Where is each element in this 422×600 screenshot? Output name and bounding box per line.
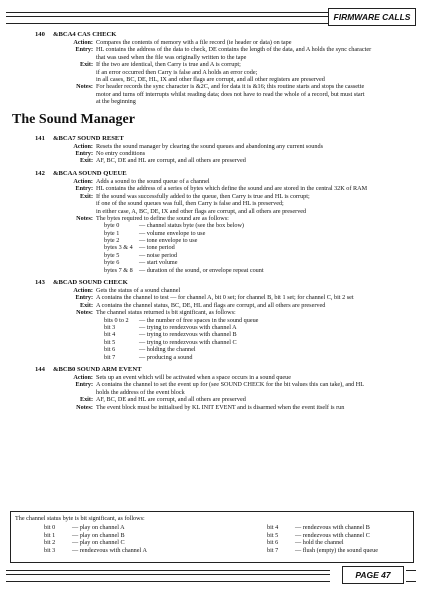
row-label: Entry: (75, 150, 93, 158)
call-entry (0, 365, 422, 411)
box-key: bit 1 (44, 531, 56, 539)
page-header (6, 8, 416, 26)
entry-row (0, 157, 422, 164)
box-key: bit 5 (267, 531, 279, 539)
entry-title (0, 30, 422, 39)
list-key: bytes 7 & 8 (104, 266, 133, 274)
entry-title (0, 134, 422, 143)
row-label: Notes: (76, 214, 93, 222)
row-text: in either case, A, BC, DE, IX and other flags are corrupt, and all others are preserved (96, 207, 307, 215)
list-key: bit 3 (104, 324, 116, 332)
entry-row (0, 309, 422, 316)
box-line (44, 532, 147, 540)
list-item (0, 252, 422, 259)
list-desc: — trying to rendezvous with channel A (139, 324, 237, 332)
row-label: Action: (73, 287, 93, 295)
row-label: Action: (73, 374, 93, 382)
box-line (267, 524, 378, 532)
list-item (0, 267, 422, 274)
list-item (0, 324, 422, 331)
row-text: A contains the channel to set the event up for (see SOUND CHECK for the bit values this can take), and HL (96, 381, 365, 389)
list-desc: — trying to rendezvous with channel C (139, 338, 237, 346)
list-key: byte 5 (104, 251, 120, 259)
page-content (0, 30, 422, 415)
row-text: For header records the sync character is &2C, and for data it is &16; this routine starts and stops the cassette (96, 83, 365, 91)
row-text: if an error occurred then Carry is false and A holds an error code; (96, 68, 258, 76)
footer-rule (6, 570, 330, 582)
box-desc: — rendezvous with channel C (295, 531, 370, 539)
list-item (0, 259, 422, 266)
entry-number: 143 (35, 279, 45, 287)
list-desc: — tone envelope to use (139, 237, 198, 245)
page-footer (6, 566, 416, 584)
list-key: byte 2 (104, 237, 120, 245)
list-key: bytes 3 & 4 (104, 244, 133, 252)
box-key: bit 3 (44, 546, 56, 554)
entry-row (0, 150, 422, 157)
list-key: byte 6 (104, 259, 120, 267)
entry-number: 140 (35, 31, 45, 38)
entry-row (0, 54, 422, 61)
box-line (44, 547, 147, 555)
entry-row (0, 91, 422, 98)
row-text: A contains the channel to test — for channel A, bit 0 set; for channel B, bit 1 set; for channel C, bit 2 set (96, 294, 354, 302)
header-title: FIRMWARE CALLS (328, 8, 416, 26)
row-text: The channel status returned is bit significant, as follows: (96, 309, 236, 317)
call-entry (0, 278, 422, 361)
call-entry (0, 169, 422, 274)
box-key: bit 0 (44, 524, 56, 531)
list-desc: — tone period (139, 244, 175, 252)
entry-row (0, 46, 422, 53)
entry-code: &BCAD SOUND CHECK (53, 279, 128, 287)
list-desc: — holding the channel (139, 346, 196, 354)
box-line (267, 539, 378, 547)
box-desc: — flush (empty) the sound queue (295, 546, 378, 554)
entry-row (0, 404, 422, 411)
list-key: byte 0 (104, 222, 120, 230)
box-desc: — rendezvous with channel B (295, 524, 370, 531)
entry-row (0, 69, 422, 76)
row-text: in all cases, BC, DE, HL, IX and other flags are corrupt, and all other registers are preserved (96, 76, 325, 84)
row-label: Exit: (79, 396, 93, 404)
row-label: Entry: (75, 381, 93, 389)
row-text: If the sound was successfully added to the queue, then Carry is true and HL is corrupt; (96, 192, 310, 200)
row-label: Entry: (75, 46, 93, 54)
entry-row (0, 76, 422, 83)
entry-row (0, 381, 422, 388)
entry-number: 144 (35, 366, 45, 374)
row-label: Exit: (79, 192, 93, 200)
entry-row (0, 61, 422, 68)
entry-row (0, 98, 422, 105)
row-label: Notes: (76, 403, 93, 411)
row-label: Action: (73, 177, 93, 185)
row-text: The bytes required to define the sound are as follows: (96, 214, 229, 222)
entry-number: 142 (35, 169, 45, 177)
entry-code: &BCA4 CAS CHECK (53, 31, 117, 38)
entry-row (0, 389, 422, 396)
list-item (0, 331, 422, 338)
row-text: If the two are identical, then Carry is true and A is corrupt; (96, 61, 241, 69)
header-rule (6, 12, 328, 24)
row-text: Compares the contents of memory with a file record (ie header or data) on tape (96, 39, 292, 46)
row-label: Exit: (79, 61, 93, 69)
box-intro: The channel status byte is bit significant, as follows: (15, 515, 145, 522)
row-text: that was used when the file was originally written to the tape (96, 53, 247, 61)
row-label: Notes: (76, 83, 93, 91)
entry-row (0, 294, 422, 301)
list-item (0, 354, 422, 361)
channel-status-box (10, 511, 414, 563)
row-text: Adds a sound to the sound queue of a channel (96, 177, 210, 185)
list-key: bit 5 (104, 338, 116, 346)
entry-row (0, 178, 422, 185)
box-line (44, 524, 147, 532)
box-key: bit 2 (44, 539, 56, 546)
list-item (0, 346, 422, 353)
row-text: at the beginning (96, 98, 136, 106)
box-desc: — hold the channel (295, 539, 344, 546)
entry-title (0, 169, 422, 178)
footer-rule-end (406, 570, 416, 582)
entry-row (0, 208, 422, 215)
row-text: Resets the sound manager by clearing the sound queues and abandoning any current sounds (96, 142, 323, 150)
row-label: Action: (73, 142, 93, 150)
box-line (267, 547, 378, 555)
box-desc: — play on channel A (72, 524, 125, 531)
row-label: Entry: (75, 185, 93, 193)
row-text: No entry conditions (96, 150, 146, 158)
entry-row (0, 287, 422, 294)
row-text: A contains the channel status, BC, DE, HL and flags are corrupt, and all others are preserved (96, 301, 326, 309)
box-line (44, 539, 147, 547)
row-text: Sets up an event which will be activated when a space occurs in a sound queue (96, 374, 292, 382)
list-desc: — noise period (139, 251, 178, 259)
call-entry (0, 134, 422, 165)
entry-row (0, 39, 422, 46)
list-desc: — the number of free spaces in the sound queue (139, 316, 259, 324)
box-desc: — play on channel B (72, 531, 125, 539)
entry-row (0, 143, 422, 150)
entry-row (0, 374, 422, 381)
row-text: if one of the sound queues was full, then Carry is false and HL is preserved; (96, 200, 284, 208)
call-entry (0, 30, 422, 106)
entry-code: &BCB0 SOUND ARM EVENT (53, 366, 142, 374)
entry-title (0, 278, 422, 287)
list-desc: — volume envelope to use (139, 229, 206, 237)
box-line (267, 532, 378, 540)
row-label: Entry: (75, 294, 93, 302)
list-key: bit 6 (104, 346, 116, 354)
row-text: AF, BC, DE and HL are corrupt, and all others are preserved (96, 396, 246, 404)
list-item (0, 339, 422, 346)
box-desc: — rendezvous with channel A (72, 546, 147, 554)
row-text: HL contains the address of the data to check, DE contains the length of the data, and A holds the sync character (96, 46, 372, 54)
list-desc: — start volume (139, 259, 178, 267)
list-item (0, 222, 422, 229)
list-desc: — trying to rendezvous with channel B (139, 331, 237, 339)
row-text: AF, BC, DE and HL are corrupt, and all others are preserved (96, 157, 246, 165)
list-key: byte 1 (104, 229, 120, 237)
entry-row (0, 83, 422, 90)
entry-code: &BCAA SOUND QUEUE (53, 169, 127, 177)
list-key: bits 0 to 2 (104, 316, 129, 324)
row-text: The event block must be initialised by KL INIT EVENT and is disarmed when the event itself is run (96, 403, 345, 411)
list-desc: — channel status byte (see the box below) (139, 222, 244, 230)
row-label: Exit: (79, 301, 93, 309)
page-number: PAGE 47 (342, 566, 404, 584)
entry-row (0, 193, 422, 200)
box-desc: — play on channel C (72, 539, 125, 546)
list-item (0, 230, 422, 237)
entry-number: 141 (35, 134, 45, 142)
entry-row (0, 215, 422, 222)
row-label: Notes: (76, 309, 93, 317)
row-label: Action: (73, 39, 93, 46)
row-text: motor and turns off interrupts whilst reading data; does not have to read the whole of a record, but must start (96, 90, 365, 98)
entry-code: &BCA7 SOUND RESET (53, 134, 124, 142)
entry-row (0, 200, 422, 207)
list-desc: — duration of the sound, or envelope repeat count (139, 266, 264, 274)
entry-title (0, 365, 422, 374)
row-text: holds the address of the event block (96, 388, 185, 396)
box-left-column (44, 524, 147, 554)
list-key: bit 7 (104, 353, 116, 361)
box-key: bit 7 (267, 546, 279, 554)
entry-row (0, 302, 422, 309)
list-item (0, 237, 422, 244)
list-item (0, 244, 422, 251)
box-right-column (267, 524, 378, 554)
list-item (0, 317, 422, 324)
box-key: bit 6 (267, 539, 279, 546)
entry-row (0, 185, 422, 192)
box-key: bit 4 (267, 524, 279, 531)
section-title: The Sound Manager (12, 111, 135, 127)
row-text: HL contains the address of a series of bytes which define the sound and are stored in the central 32K of RAM (96, 185, 368, 193)
row-label: Exit: (79, 157, 93, 165)
list-desc: — producing a sound (139, 353, 193, 361)
entry-row (0, 396, 422, 403)
row-text: Gets the status of a sound channel (96, 287, 181, 295)
list-key: bit 4 (104, 331, 116, 339)
